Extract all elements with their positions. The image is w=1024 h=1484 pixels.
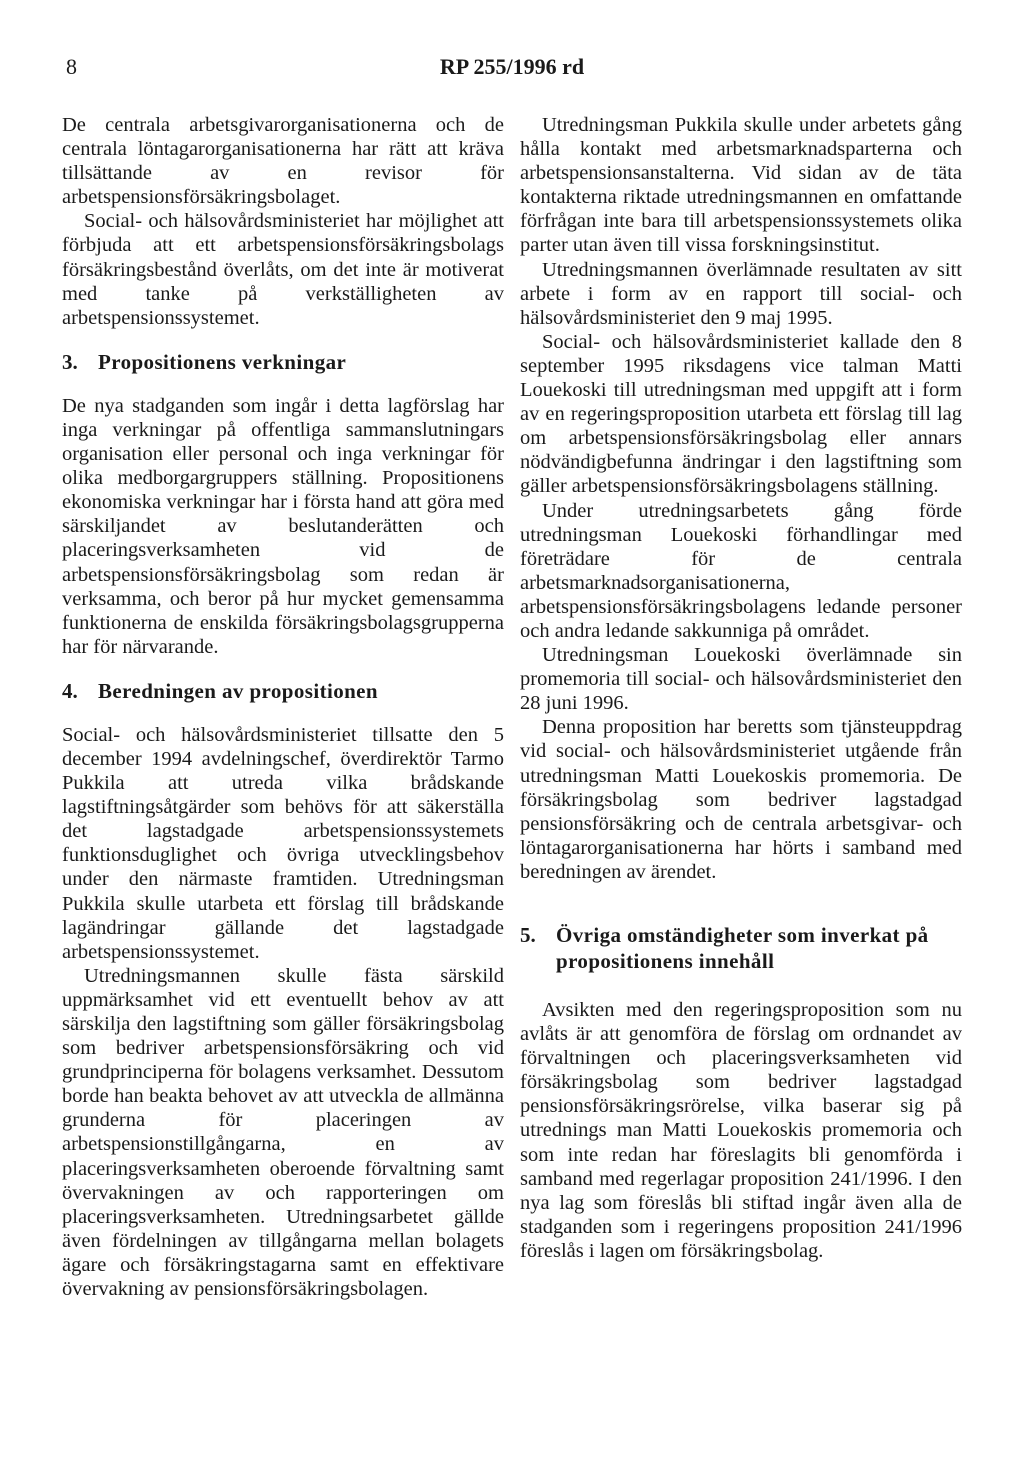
section-number: 5. — [520, 923, 536, 947]
paragraph: Utredningsman Louekoski överlämnade sin promemoria till social- och hälsovårdsministeriet den 28 juni 1996. — [520, 644, 962, 715]
section-heading-4 — [62, 678, 504, 704]
section-number: 3. — [62, 349, 78, 374]
section-number: 4. — [62, 678, 78, 703]
right-column — [520, 113, 962, 1263]
page-header — [0, 54, 1024, 84]
paragraph: Utredningsman Pukkila skulle under arbetets gång hålla kontakt med arbetsmarknadsparterna och arbetspensionsanstalterna. Vid sidan av de täta kontakterna riktade utredningsmannen en omfattande förfrågan inte bara till arbetspensionssystemets olika parter utan även till vissa forskningsinstitut. — [520, 114, 962, 257]
paragraph: Avsikten med den regeringsproposition som nu avlåts är att genomföra de förslag om ordnandet av förvaltningen och placeringsverksamheten vid försäkringsbolag som bedriver lagstadgad pensionsförsäkringsrörelse, vilka baserar sig på utrednings man Matti Louekoskis promemoria och som inte redan har föreslagits bli genomförda i samband med regerlagar proposition 241/1996. I den nya lag som föreslås bli stiftad ingår även alla de stadganden som i regeringens proposition 241/1996 föreslås i lagen om försäkringsbolag. — [520, 999, 962, 1262]
page-number: 8 — [66, 54, 77, 79]
left-column — [62, 113, 504, 1301]
paragraph: Social- och hälsovårdsministeriet kallade den 8 september 1995 riksdagens vice talman Matti Louekoski till utredningsman med uppgift att i form av en regeringsproposition utarbeta ett förslag till lag om arbetspensionsförsäkringsbolag eller annars nödvändigbefunna ändringar i den lagstiftning som gäller arbetspensionsförsäkringsbolagens ställning. — [520, 330, 962, 498]
paragraph: Under utredningsarbetets gång förde utredningsman Louekoski förhandlingar med företrädare för de centrala arbetsmarknadsorganisationerna, arbetspensionsförsäkringsbolagens ledande personer och andra ledande sakkunniga på området. — [520, 499, 962, 642]
paragraph: Social- och hälsovårdsministeriet tillsatte den 5 december 1994 avdelningschef, överdirektör Tarmo Pukkila att utreda vilka brådskande lagstiftningsåtgärder som behövs för att säkerställa det lagstadgade arbetspensionssystemets funktionsduglighet och övriga utvecklingsbehov under den närmaste framtiden. Utredningsman Pukkila skulle utarbeta ett förslag till brådskande lagändringar gällande det lagstadgade arbetspensionssystemet. — [62, 723, 504, 963]
paragraph: Social- och hälsovårdsministeriet har möjlighet att förbjuda att ett arbetspensionsförsäkringsbolags försäkringsbestånd överlåts, om det inte är motiverat med tanke på verkställigheten av arbetspensionssystemet. — [62, 210, 504, 329]
section-title: Beredningen av propositionen — [98, 678, 378, 703]
section-title: Propositionens verkningar — [98, 349, 347, 374]
paragraph: Denna proposition har beretts som tjänsteuppdrag vid social- och hälsovårdsministeriet utgående från utredningsman Matti Louekoskis promemoria. De försäkringsbolag som bedriver lagstadgad pensionsförsäkring och de centrala arbetsgivar- och löntagarorganisationerna har hörts i samband med beredningen av ärendet. — [520, 716, 962, 883]
section-heading-3 — [62, 349, 504, 375]
paragraph: Utredningsmannen överlämnade resultaten av sitt arbete i form av en rapport till social- och hälsovårdsministeriet den 9 maj 1995. — [520, 258, 962, 329]
section-title: Övriga omständigheter som inverkat på propositionens innehåll — [556, 923, 929, 973]
paragraph: De nya stadganden som ingår i detta lagförslag har inga verkningar på offentliga sammanslutningars organisation eller personal och inga verkningar för olika medborgargruppers ställning. Propositionens ekonomiska verkningar har i första hand att göra med särskiljandet av beslutanderätten och placeringsverksamheten vid de arbetspensionsförsäkringsbolag som redan är verksamma, och beror på hur mycket gemensamma funktionerna de enskilda försäkringsbolagsgrupperna har för närvarande. — [62, 394, 504, 658]
document-id: RP 255/1996 rd — [439, 54, 585, 79]
section-heading-5 — [520, 922, 962, 974]
paragraph: Utredningsmannen skulle fästa särskild uppmärksamhet vid ett eventuellt behov av att särskilja den lagstiftning som gäller försäkringsbolag som bedriver arbetspensionsförsäkring och vid grundprinciperna för bolagens verksamhet. Dessutom borde han beakta behovet av att utveckla de allmänna grunderna för placeringen av arbetspensionstillgångarna, en av placeringsverksamheten oberoende förvaltning samt övervakningen av och rapporteringen om placeringsverksamheten. Utredningsarbetet gällde även fördelningen av tillgångarna mellan bolagets ägare och försäkringstagarna samt en effektivare övervakning av pensionsförsäkringsbolagen. — [62, 964, 504, 1301]
paragraph: De centrala arbetsgivarorganisationerna och de centrala löntagarorganisationerna har rätt att kräva tillsättande av en revisor för arbetspensionsförsäkringsbolaget. — [62, 114, 504, 209]
